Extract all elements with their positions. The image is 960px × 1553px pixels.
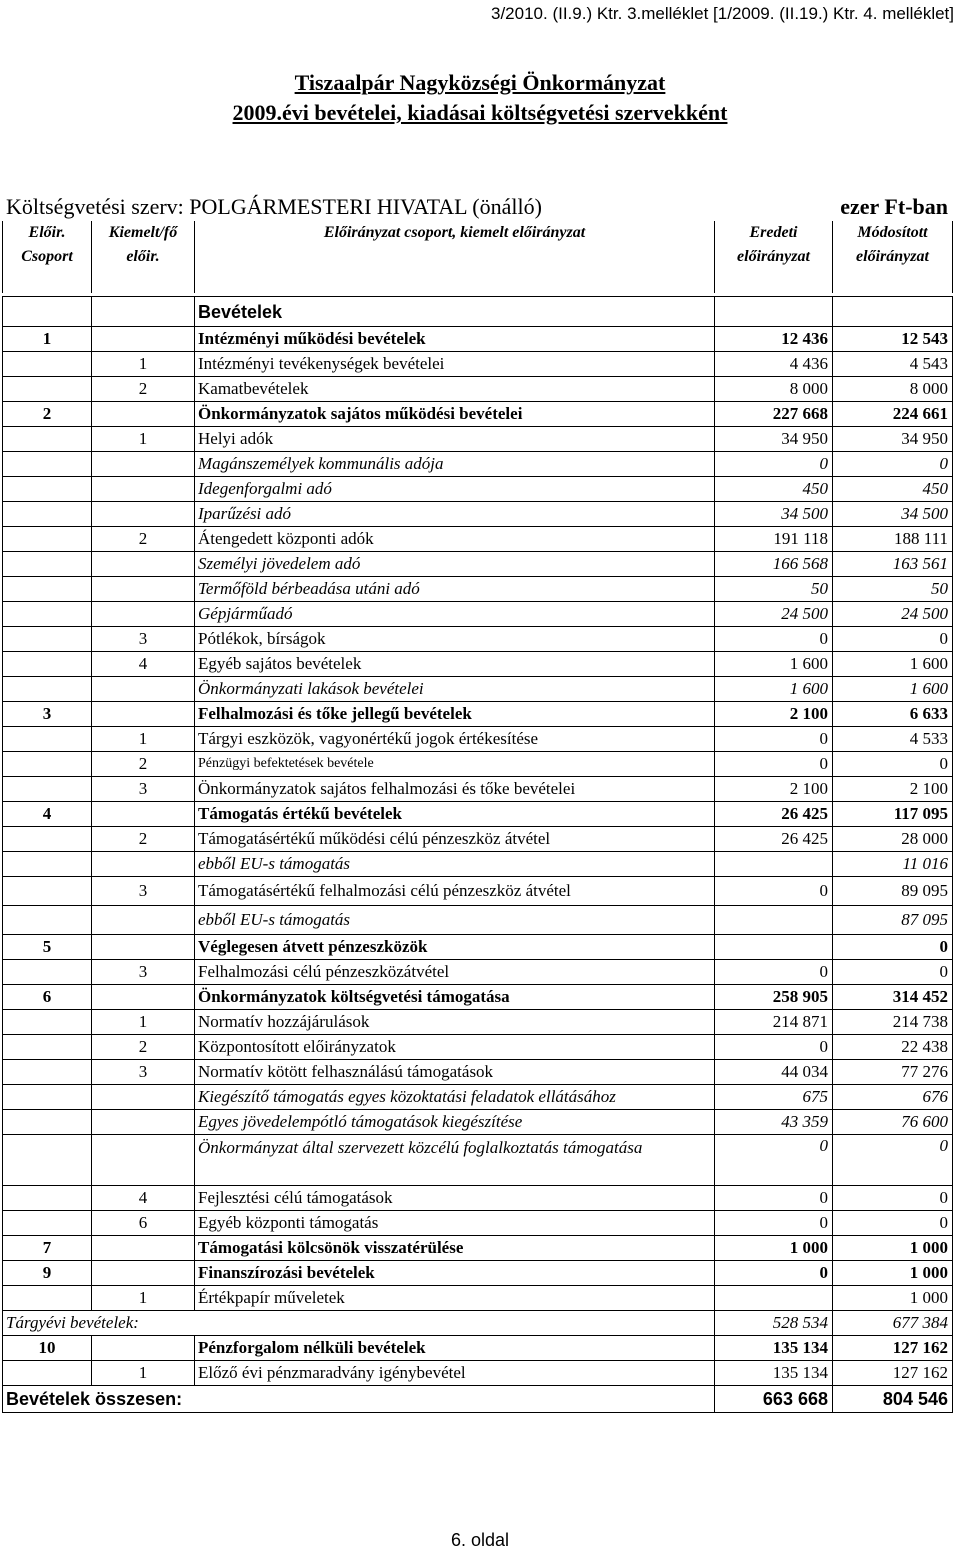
row-group-code [3, 352, 92, 377]
table-row [3, 752, 953, 777]
row-original-value [715, 906, 833, 935]
row-group-code: 10 [3, 1336, 92, 1361]
row-modified-value: 34 950 [833, 427, 953, 452]
row-modified-value: 0 [833, 452, 953, 477]
row-item-code [92, 1236, 195, 1261]
table-row [3, 852, 953, 877]
row-modified-value: 89 095 [833, 877, 953, 906]
row-group-code [3, 877, 92, 906]
row-label: ebből EU-s támogatás [195, 906, 715, 935]
row-modified-value: 804 546 [833, 1386, 953, 1413]
table-row [3, 1211, 953, 1236]
row-item-code: 3 [92, 960, 195, 985]
table-row [3, 802, 953, 827]
row-modified-value: 11 016 [833, 852, 953, 877]
row-original-value: 0 [715, 1261, 833, 1286]
row-original-value: 191 118 [715, 527, 833, 552]
row-group-code: 2 [3, 402, 92, 427]
row-group-code [3, 752, 92, 777]
row-label: Termőföld bérbeadása utáni adó [195, 577, 715, 602]
table-row [3, 727, 953, 752]
row-item-code: 1 [92, 1010, 195, 1035]
row-group-code [3, 960, 92, 985]
row-label: Gépjárműadó [195, 602, 715, 627]
table-row [3, 1286, 953, 1311]
table-row [3, 1135, 953, 1186]
table-row [3, 1361, 953, 1386]
row-original-value: 0 [715, 452, 833, 477]
row-item-code [92, 802, 195, 827]
budget-unit-line: Költségvetési szerv: POLGÁRMESTERI HIVATAL (önálló) [6, 194, 542, 219]
row-label: Felhalmozási célú pénzeszközátvétel [195, 960, 715, 985]
row-modified-value: 676 [833, 1085, 953, 1110]
row-original-value: 44 034 [715, 1060, 833, 1085]
row-modified-value: 127 162 [833, 1361, 953, 1386]
row-original-value: 4 436 [715, 352, 833, 377]
row-label: Magánszemélyek kommunális adója [195, 452, 715, 477]
row-original-value: 135 134 [715, 1361, 833, 1386]
table-row [3, 502, 953, 527]
header-description: Előirányzat csoport, kiemelt előirányzat [195, 221, 715, 293]
row-modified-value: 450 [833, 477, 953, 502]
row-group-code [3, 452, 92, 477]
row-label: Finanszírozási bevételek [195, 1261, 715, 1286]
row-original-value: 1 600 [715, 652, 833, 677]
row-modified-value: 76 600 [833, 1110, 953, 1135]
row-item-code [92, 577, 195, 602]
row-item-code: 4 [92, 1186, 195, 1211]
table-row [3, 827, 953, 852]
row-label: Támogatási kölcsönök visszatérülése [195, 1236, 715, 1261]
table-row [3, 352, 953, 377]
table-row [3, 1336, 953, 1361]
table-row [3, 1261, 953, 1286]
header-group: Előir. Csoport [3, 221, 92, 293]
table-row [3, 627, 953, 652]
row-modified-value: 0 [833, 935, 953, 960]
row-item-code [92, 852, 195, 877]
row-original-value: 12 436 [715, 327, 833, 352]
row-label: Kamatbevételek [195, 377, 715, 402]
row-modified-value: 0 [833, 1211, 953, 1236]
row-item-code: 6 [92, 1211, 195, 1236]
row-label: Pénzügyi befektetések bevétele [195, 752, 715, 777]
row-group-code [3, 477, 92, 502]
row-item-code: 1 [92, 727, 195, 752]
table-row [3, 452, 953, 477]
row-modified-value: 34 500 [833, 502, 953, 527]
row-item-code: 2 [92, 752, 195, 777]
table-row [3, 577, 953, 602]
row-item-code [92, 1085, 195, 1110]
row-original-value: 24 500 [715, 602, 833, 627]
row-modified-value: 214 738 [833, 1010, 953, 1035]
row-label: Helyi adók [195, 427, 715, 452]
row-item-code [92, 602, 195, 627]
row-group-code [3, 652, 92, 677]
row-item-code [92, 1336, 195, 1361]
row-label: Támogatás értékű bevételek [195, 802, 715, 827]
row-original-value: 50 [715, 577, 833, 602]
table-row [3, 1110, 953, 1135]
row-label: Pénzforgalom nélküli bevételek [195, 1336, 715, 1361]
row-modified-value: 50 [833, 577, 953, 602]
row-modified-value: 0 [833, 960, 953, 985]
row-item-code [92, 985, 195, 1010]
row-label: Támogatásértékű működési célú pénzeszköz átvétel [195, 827, 715, 852]
row-group-code [3, 1361, 92, 1386]
row-modified-value: 1 600 [833, 677, 953, 702]
revenue-table [2, 296, 953, 1413]
header-modified: Módosított előirányzat [833, 221, 953, 293]
row-original-value: 214 871 [715, 1010, 833, 1035]
row-modified-value: 6 633 [833, 702, 953, 727]
table-row [3, 777, 953, 802]
row-group-code: 1 [3, 327, 92, 352]
row-label: Felhalmozási és tőke jellegű bevételek [195, 702, 715, 727]
header-main-item: Kiemelt/fő előir. [92, 221, 195, 293]
row-modified-value: 1 000 [833, 1261, 953, 1286]
row-modified-value: 77 276 [833, 1060, 953, 1085]
row-item-code: 1 [92, 427, 195, 452]
row-original-value: 0 [715, 960, 833, 985]
header-original: Eredeti előirányzat [715, 221, 833, 293]
row-item-code [92, 1135, 195, 1186]
row-item-code: 1 [92, 1286, 195, 1311]
row-original-value: 26 425 [715, 827, 833, 852]
row-original-value [715, 852, 833, 877]
row-item-code: 3 [92, 877, 195, 906]
row-original-value: 34 950 [715, 427, 833, 452]
row-label: Átengedett központi adók [195, 527, 715, 552]
table-row [3, 1060, 953, 1085]
row-group-code [3, 1060, 92, 1085]
row-label: Egyes jövedelempótló támogatások kiegészítése [195, 1110, 715, 1135]
row-label: Értékpapír műveletek [195, 1286, 715, 1311]
row-group-code [3, 1135, 92, 1186]
row-group-code: 4 [3, 802, 92, 827]
row-modified-value: 22 438 [833, 1035, 953, 1060]
table-row [3, 652, 953, 677]
row-original-value: 166 568 [715, 552, 833, 577]
table-row [3, 527, 953, 552]
row-label: Iparűzési adó [195, 502, 715, 527]
row-item-code [92, 502, 195, 527]
row-item-code [92, 906, 195, 935]
table-row [3, 906, 953, 935]
row-label: Intézményi működési bevételek [195, 327, 715, 352]
row-group-code: 5 [3, 935, 92, 960]
row-item-code: 3 [92, 627, 195, 652]
table-row [3, 552, 953, 577]
row-modified-value: 163 561 [833, 552, 953, 577]
row-original-value: 227 668 [715, 402, 833, 427]
row-original-value: 258 905 [715, 985, 833, 1010]
row-item-code [92, 477, 195, 502]
row-item-code: 2 [92, 827, 195, 852]
row-label: Intézményi tevékenységek bevételei [195, 352, 715, 377]
row-label: Normatív kötött felhasználású támogatások [195, 1060, 715, 1085]
row-item-code: 1 [92, 352, 195, 377]
row-group-code [3, 1286, 92, 1311]
row-group-code [3, 1010, 92, 1035]
row-original-value: 675 [715, 1085, 833, 1110]
row-group-code [3, 627, 92, 652]
row-label: Idegenforgalmi adó [195, 477, 715, 502]
row-label: Önkormányzatok sajátos működési bevételei [195, 402, 715, 427]
row-summary-label: Bevételek összesen: [3, 1386, 715, 1413]
row-group-code [3, 427, 92, 452]
row-group-code [3, 602, 92, 627]
row-modified-value: 677 384 [833, 1311, 953, 1336]
document-reference: 3/2010. (II.9.) Ktr. 3.melléklet [1/2009. (II.19.) Ktr. 4. melléklet] [491, 4, 954, 23]
row-group-code [3, 906, 92, 935]
row-modified-value: 12 543 [833, 327, 953, 352]
table-row [3, 477, 953, 502]
row-original-value: 663 668 [715, 1386, 833, 1413]
table-row [3, 427, 953, 452]
row-group-code [3, 1035, 92, 1060]
row-group-code [3, 777, 92, 802]
row-original-value: 8 000 [715, 377, 833, 402]
row-item-code [92, 1261, 195, 1286]
row-modified-value: 1 000 [833, 1236, 953, 1261]
row-label: Normatív hozzájárulások [195, 1010, 715, 1035]
row-modified-value: 0 [833, 627, 953, 652]
row-label: Személyi jövedelem adó [195, 552, 715, 577]
row-modified-value: 224 661 [833, 402, 953, 427]
row-original-value: 1 600 [715, 677, 833, 702]
row-label: Támogatásértékű felhalmozási célú pénzeszköz átvétel [195, 877, 715, 906]
row-item-code [92, 452, 195, 477]
row-item-code: 4 [92, 652, 195, 677]
row-group-code [3, 552, 92, 577]
table-row [3, 1236, 953, 1261]
document-title: Tiszaalpár Nagyközségi Önkormányzat [294, 70, 666, 95]
row-modified-value: 24 500 [833, 602, 953, 627]
row-group-code [3, 677, 92, 702]
table-row [3, 985, 953, 1010]
row-original-value: 0 [715, 727, 833, 752]
row-group-code: 6 [3, 985, 92, 1010]
table-row [3, 702, 953, 727]
row-modified-value: 117 095 [833, 802, 953, 827]
row-item-code [92, 935, 195, 960]
row-item-code: 3 [92, 1060, 195, 1085]
row-item-code: 2 [92, 527, 195, 552]
table-header [2, 221, 953, 293]
row-label: Előző évi pénzmaradvány igénybevétel [195, 1361, 715, 1386]
table-row [3, 677, 953, 702]
row-item-code [92, 327, 195, 352]
row-modified-value: 1 600 [833, 652, 953, 677]
row-group-code [3, 852, 92, 877]
table-row [3, 960, 953, 985]
row-group-code [3, 1211, 92, 1236]
table-row [3, 602, 953, 627]
row-modified-value: 188 111 [833, 527, 953, 552]
row-label: Egyéb központi támogatás [195, 1211, 715, 1236]
document-subtitle: 2009.évi bevételei, kiadásai költségvetési szervekként [232, 100, 728, 125]
row-modified-value: 1 000 [833, 1286, 953, 1311]
row-group-code [3, 377, 92, 402]
row-label: Önkormányzatok sajátos felhalmozási és tőke bevételei [195, 777, 715, 802]
row-modified-value: 8 000 [833, 377, 953, 402]
row-label: Központosított előirányzatok [195, 1035, 715, 1060]
row-original-value: 26 425 [715, 802, 833, 827]
row-modified-value: 87 095 [833, 906, 953, 935]
table-row [3, 935, 953, 960]
row-item-code: 2 [92, 377, 195, 402]
row-group-code [3, 527, 92, 552]
row-original-value: 135 134 [715, 1336, 833, 1361]
page-number: 6. oldal [450, 1530, 510, 1550]
row-original-value: 0 [715, 752, 833, 777]
row-modified-value: 4 543 [833, 352, 953, 377]
row-item-code [92, 702, 195, 727]
row-original-value: 2 100 [715, 702, 833, 727]
row-label: Önkormányzat által szervezett közcélú foglalkoztatás támogatása [195, 1135, 715, 1186]
row-label: Kiegészítő támogatás egyes közoktatási feladatok ellátásához [195, 1085, 715, 1110]
row-label: Önkormányzati lakások bevételei [195, 677, 715, 702]
row-label: Önkormányzatok költségvetési támogatása [195, 985, 715, 1010]
row-modified-value: 0 [833, 752, 953, 777]
row-original-value: 528 534 [715, 1311, 833, 1336]
row-modified-value: 28 000 [833, 827, 953, 852]
table-row [3, 1186, 953, 1211]
row-group-code [3, 577, 92, 602]
row-original-value: 43 359 [715, 1110, 833, 1135]
row-item-code: 1 [92, 1361, 195, 1386]
table-row [3, 1085, 953, 1110]
row-group-code: 7 [3, 1236, 92, 1261]
table-row [3, 377, 953, 402]
row-modified-value: 127 162 [833, 1336, 953, 1361]
row-group-code [3, 1186, 92, 1211]
row-original-value [715, 935, 833, 960]
row-group-code [3, 1085, 92, 1110]
row-original-value: 0 [715, 1135, 833, 1186]
row-summary-label: Tárgyévi bevételek: [3, 1311, 715, 1336]
row-original-value: 2 100 [715, 777, 833, 802]
row-item-code [92, 552, 195, 577]
row-original-value: 0 [715, 1211, 833, 1236]
row-item-code: 2 [92, 1035, 195, 1060]
row-group-code [3, 827, 92, 852]
row-label: Pótlékok, bírságok [195, 627, 715, 652]
table-row [3, 402, 953, 427]
row-modified-value: 2 100 [833, 777, 953, 802]
row-item-code [92, 402, 195, 427]
table-row [3, 877, 953, 906]
row-label: ebből EU-s támogatás [195, 852, 715, 877]
row-item-code [92, 677, 195, 702]
row-original-value: 0 [715, 1186, 833, 1211]
row-group-code: 9 [3, 1261, 92, 1286]
table-row [3, 1386, 953, 1413]
row-original-value: 34 500 [715, 502, 833, 527]
row-label: Véglegesen átvett pénzeszközök [195, 935, 715, 960]
row-group-code [3, 727, 92, 752]
row-modified-value: 0 [833, 1135, 953, 1186]
row-original-value [715, 1286, 833, 1311]
row-label: Tárgyi eszközök, vagyonértékű jogok értékesítése [195, 727, 715, 752]
row-item-code [92, 1110, 195, 1135]
section-title: Bevételek [195, 297, 715, 327]
row-original-value: 450 [715, 477, 833, 502]
currency-unit: ezer Ft-ban [840, 194, 948, 219]
row-original-value: 0 [715, 1035, 833, 1060]
row-label: Fejlesztési célú támogatások [195, 1186, 715, 1211]
table-row [3, 1010, 953, 1035]
row-group-code [3, 502, 92, 527]
row-original-value: 1 000 [715, 1236, 833, 1261]
row-modified-value: 0 [833, 1186, 953, 1211]
row-item-code: 3 [92, 777, 195, 802]
table-row [3, 327, 953, 352]
row-modified-value: 314 452 [833, 985, 953, 1010]
row-original-value: 0 [715, 877, 833, 906]
table-row [3, 1035, 953, 1060]
row-modified-value: 4 533 [833, 727, 953, 752]
row-group-code: 3 [3, 702, 92, 727]
row-group-code [3, 1110, 92, 1135]
table-row [3, 1311, 953, 1336]
row-original-value: 0 [715, 627, 833, 652]
row-label: Egyéb sajátos bevételek [195, 652, 715, 677]
